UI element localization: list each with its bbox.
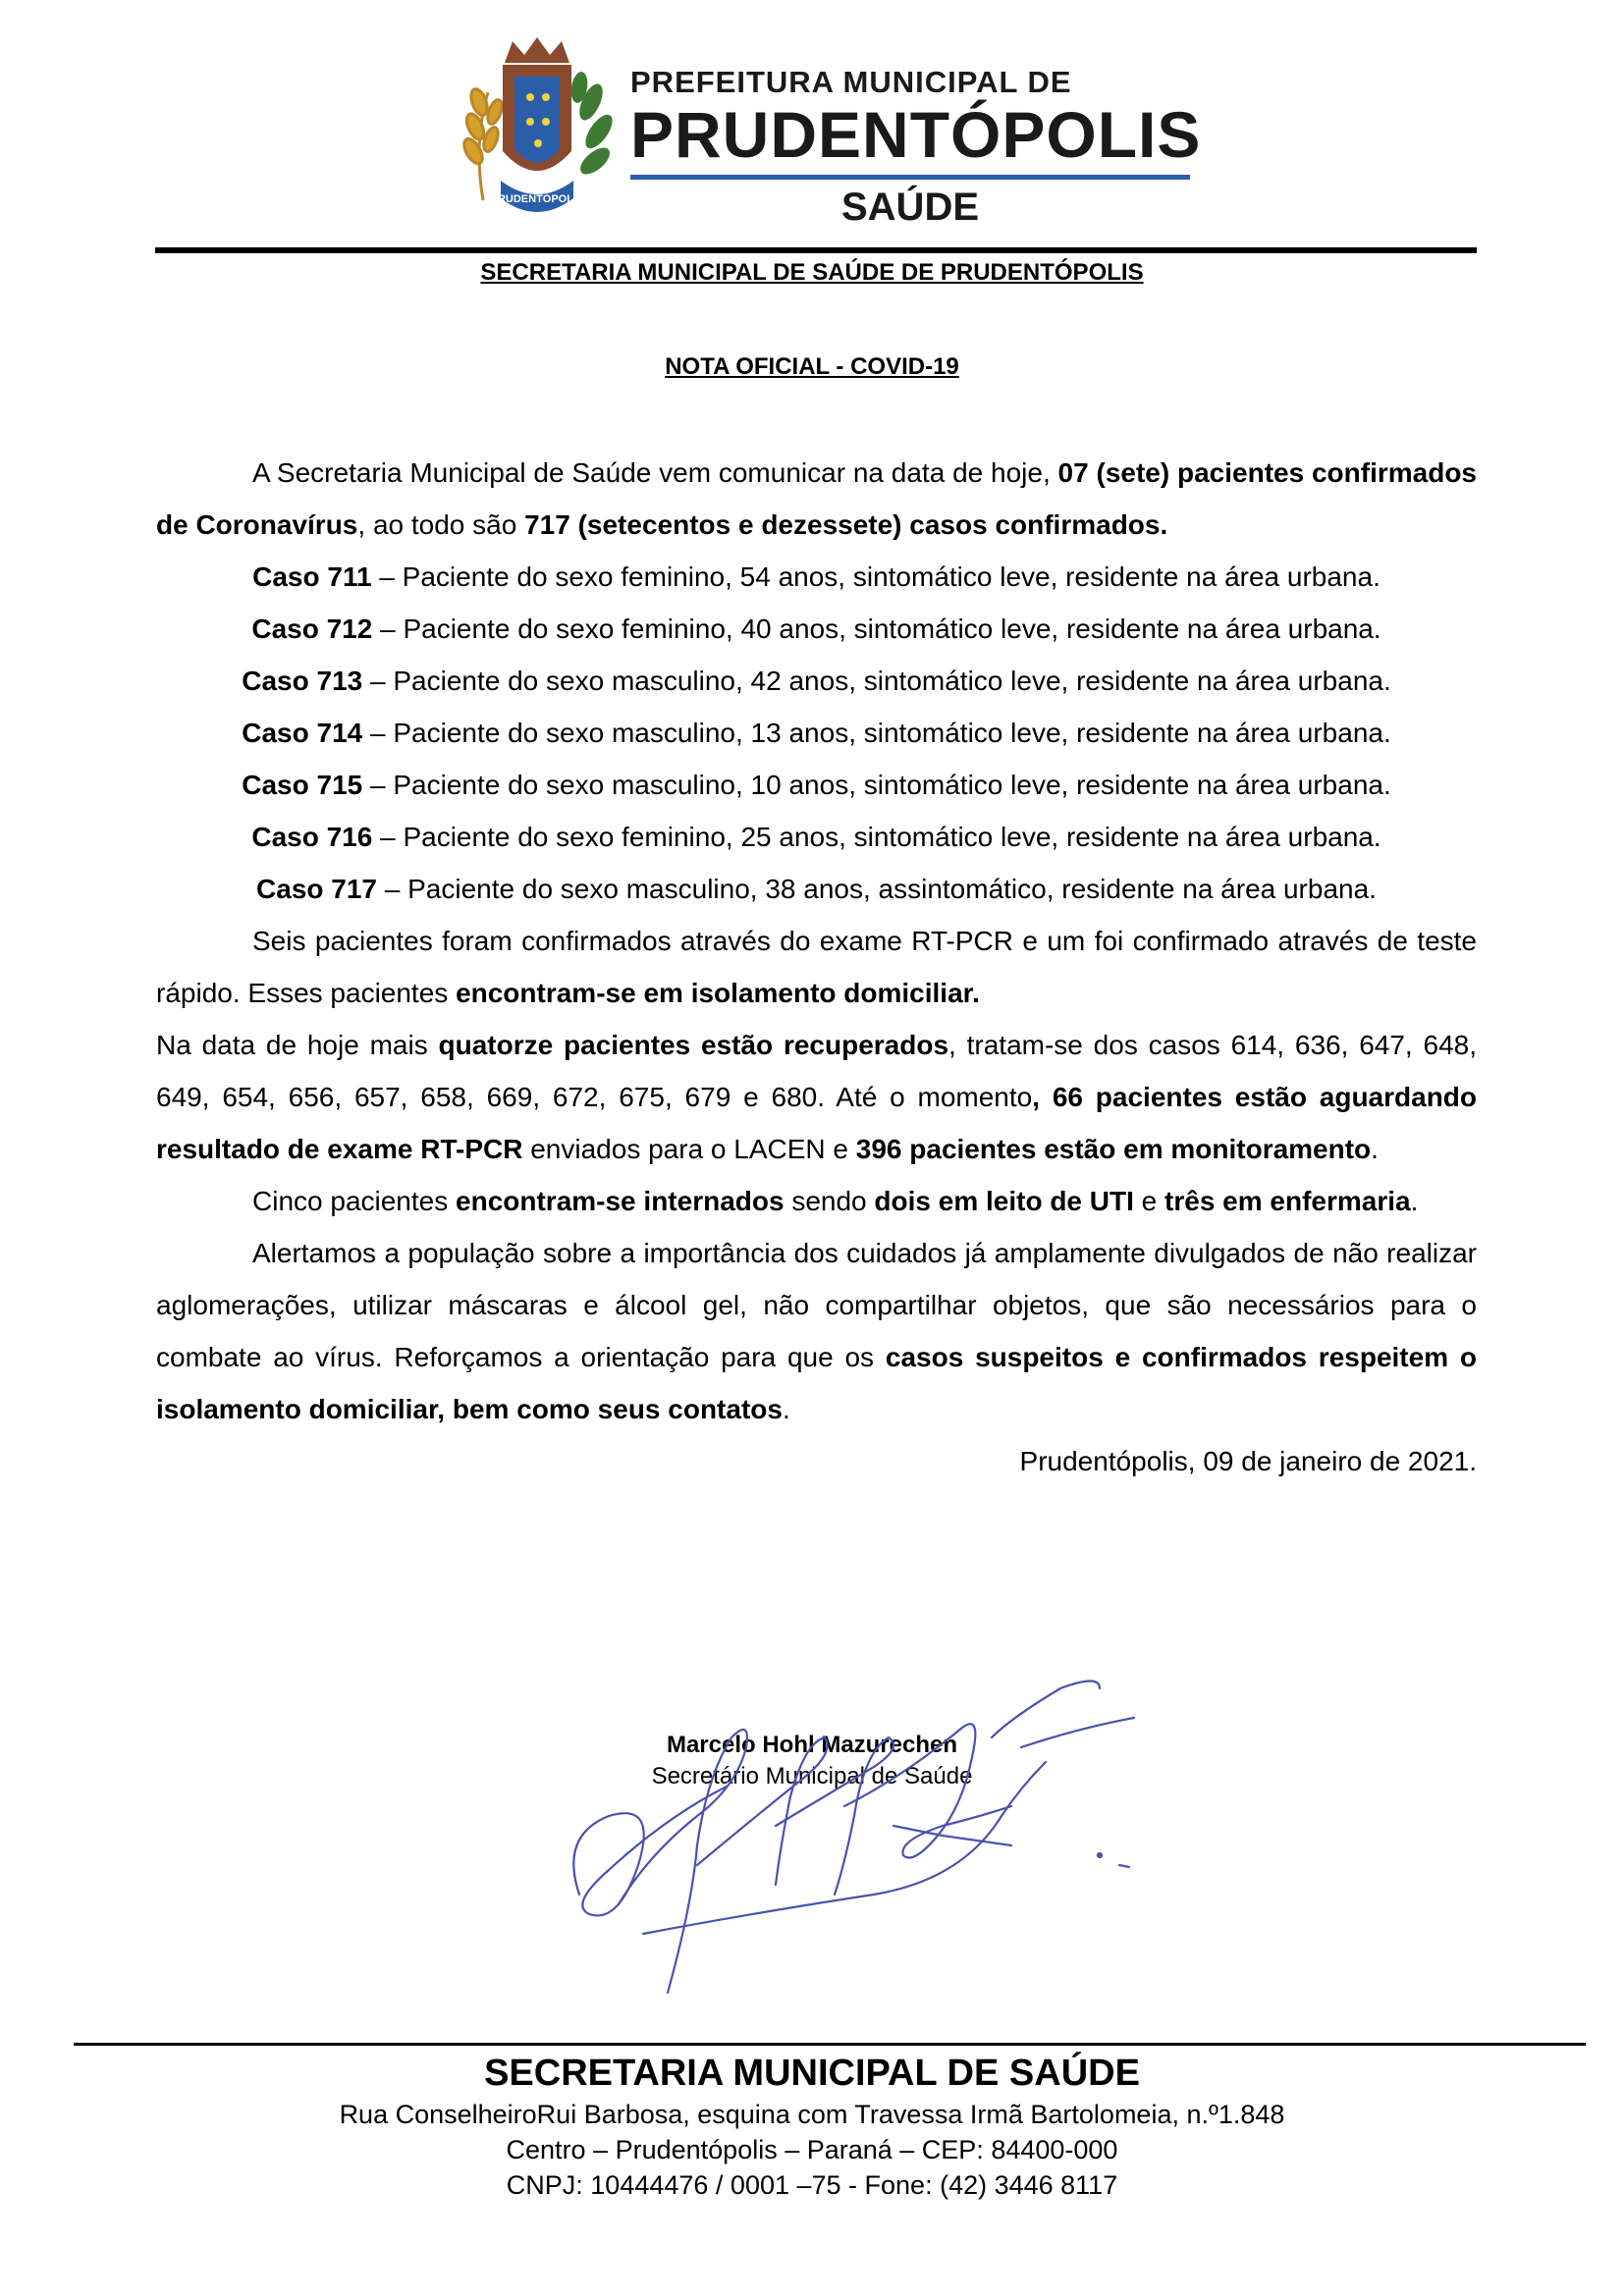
recovered-text-3: enviados para o LACEN e: [522, 1134, 856, 1164]
tests-text: Seis pacientes foram confirmados através do exame RT-PCR e um foi confirmado através de teste rápido. Esses pacientes: [156, 926, 1477, 1008]
coat-of-arms-icon: [444, 33, 630, 235]
recovered-text-1: Na data de hoje mais: [156, 1030, 439, 1060]
seal-text: PRUDENTÓPOLIS: [490, 193, 584, 205]
recovered-bold-3: 396 pacientes estão em monitoramento: [855, 1134, 1372, 1164]
hospital-paragraph: [156, 1175, 1477, 1227]
case-item: [156, 655, 1477, 707]
page-footer: [0, 2050, 1624, 2203]
logo-line-city: PRUDENTÓPOLIS: [630, 98, 1202, 171]
case-item: [156, 707, 1477, 759]
case-item: [156, 811, 1477, 863]
case-label: Caso 714: [242, 718, 363, 748]
intro-bold-2: 717 (setecentos e dezessete) casos confirmados.: [524, 509, 1168, 540]
case-text: – Paciente do sexo masculino, 13 anos, sintomático leve, residente na área urbana.: [362, 718, 1391, 748]
case-text: – Paciente do sexo masculino, 42 anos, sintomático leve, residente na área urbana.: [362, 666, 1391, 696]
case-text: – Paciente do sexo masculino, 10 anos, sintomático leve, residente na área urbana.: [362, 770, 1391, 800]
case-list: [156, 551, 1477, 915]
hospital-text-3: e: [1133, 1186, 1165, 1216]
case-item: [156, 759, 1477, 811]
intro-paragraph: [156, 447, 1477, 551]
case-text: – Paciente do sexo masculino, 38 anos, assintomático, residente na área urbana.: [377, 874, 1377, 904]
signer-name: Marcelo Hohl Mazurechen: [666, 1732, 958, 1758]
recovered-text-2: , tratam-se dos casos 614, 636, 647, 648, 649, 654, 656, 657, 658, 669, 672, 675, 679 e 680. Até o momento: [156, 1030, 1477, 1112]
logo-wordmark: [630, 65, 1201, 230]
hospital-bold-1: encontram-se internados: [456, 1186, 785, 1216]
department-heading: SECRETARIA MUNICIPAL DE SAÚDE DE PRUDENTÓPOLIS: [480, 259, 1144, 286]
logo-line-prefeitura: PREFEITURA MUNICIPAL DE: [630, 65, 1072, 99]
document-title: NOTA OFICIAL - COVID-19: [665, 353, 959, 380]
case-text: – Paciente do sexo feminino, 40 anos, sintomático leve, residente na área urbana.: [372, 614, 1381, 644]
footer-contact: CNPJ: 10444476 / 0001 –75 - Fone: (42) 3446 8117: [506, 2170, 1118, 2200]
recovered-bold-2: , 66 pacientes estão aguardando resultado de exame RT-PCR: [156, 1082, 1478, 1164]
footer-address: Rua ConselheiroRui Barbosa, esquina com Travessa Irmã Bartolomeia, n.º1.848: [339, 2100, 1285, 2129]
logo-line-saude: SAÚDE: [840, 186, 980, 229]
case-label: Caso 716: [251, 822, 373, 852]
document-body: [156, 447, 1477, 1487]
footer-city: Centro – Prudentópolis – Paraná – CEP: 84400-000: [506, 2135, 1118, 2164]
recovered-paragraph: [156, 1019, 1477, 1175]
hospital-text-1: Cinco pacientes: [252, 1186, 457, 1216]
footer-title: SECRETARIA MUNICIPAL DE SAÚDE: [484, 2053, 1140, 2094]
recovered-bold-1: quatorze pacientes estão recuperados: [438, 1030, 949, 1060]
hospital-text-2: sendo: [784, 1186, 875, 1216]
footer-divider: [74, 2043, 1586, 2046]
intro-text-1: A Secretaria Municipal de Saúde vem comunicar na data de hoje,: [252, 457, 1058, 488]
document-date: Prudentópolis, 09 de janeiro de 2021.: [1019, 1446, 1477, 1476]
case-label: Caso 717: [256, 874, 377, 904]
hospital-bold-2: dois em leito de UTI: [874, 1186, 1134, 1216]
recovered-text-4: .: [1371, 1134, 1379, 1164]
intro-text-2: , ao todo são: [357, 509, 525, 540]
hospital-text-4: .: [1410, 1186, 1419, 1216]
case-label: Caso 712: [251, 614, 373, 644]
case-item: [156, 603, 1477, 655]
header-divider: [155, 247, 1477, 253]
alert-text-2: .: [782, 1394, 790, 1424]
case-item: [156, 551, 1477, 603]
tests-paragraph: [156, 915, 1477, 1019]
tests-bold: encontram-se em isolamento domiciliar.: [456, 978, 980, 1008]
case-text: – Paciente do sexo feminino, 54 anos, sintomático leve, residente na área urbana.: [371, 561, 1380, 592]
case-label: Caso 713: [242, 666, 363, 696]
case-label: Caso 715: [242, 770, 363, 800]
hospital-bold-3: três em enfermaria: [1164, 1186, 1411, 1216]
case-item: [156, 863, 1477, 915]
handwritten-signature-icon: [550, 1669, 1159, 2022]
alert-paragraph: [156, 1227, 1477, 1435]
intro-bold-1: 07 (sete) pacientes confirmados de Coronavírus: [156, 457, 1477, 540]
case-text: – Paciente do sexo feminino, 25 anos, sintomático leve, residente na área urbana.: [372, 822, 1381, 852]
alert-text-1: Alertamos a população sobre a importância dos cuidados já amplamente divulgados de não realizar aglomerações, utilizar máscaras e álcool gel, não compartilhar objetos, que são necessários para o combate ao vírus. Reforçamos a orientação para que os: [156, 1238, 1477, 1372]
case-label: Caso 711: [252, 561, 372, 592]
letterhead-logo: [444, 33, 1202, 235]
signer-role: Secretário Municipal de Saúde: [651, 1763, 973, 1789]
alert-bold-1: casos suspeitos e confirmados respeitem o isolamento domiciliar, bem como seus contatos: [156, 1342, 1478, 1424]
logo-divider: [630, 175, 1190, 180]
